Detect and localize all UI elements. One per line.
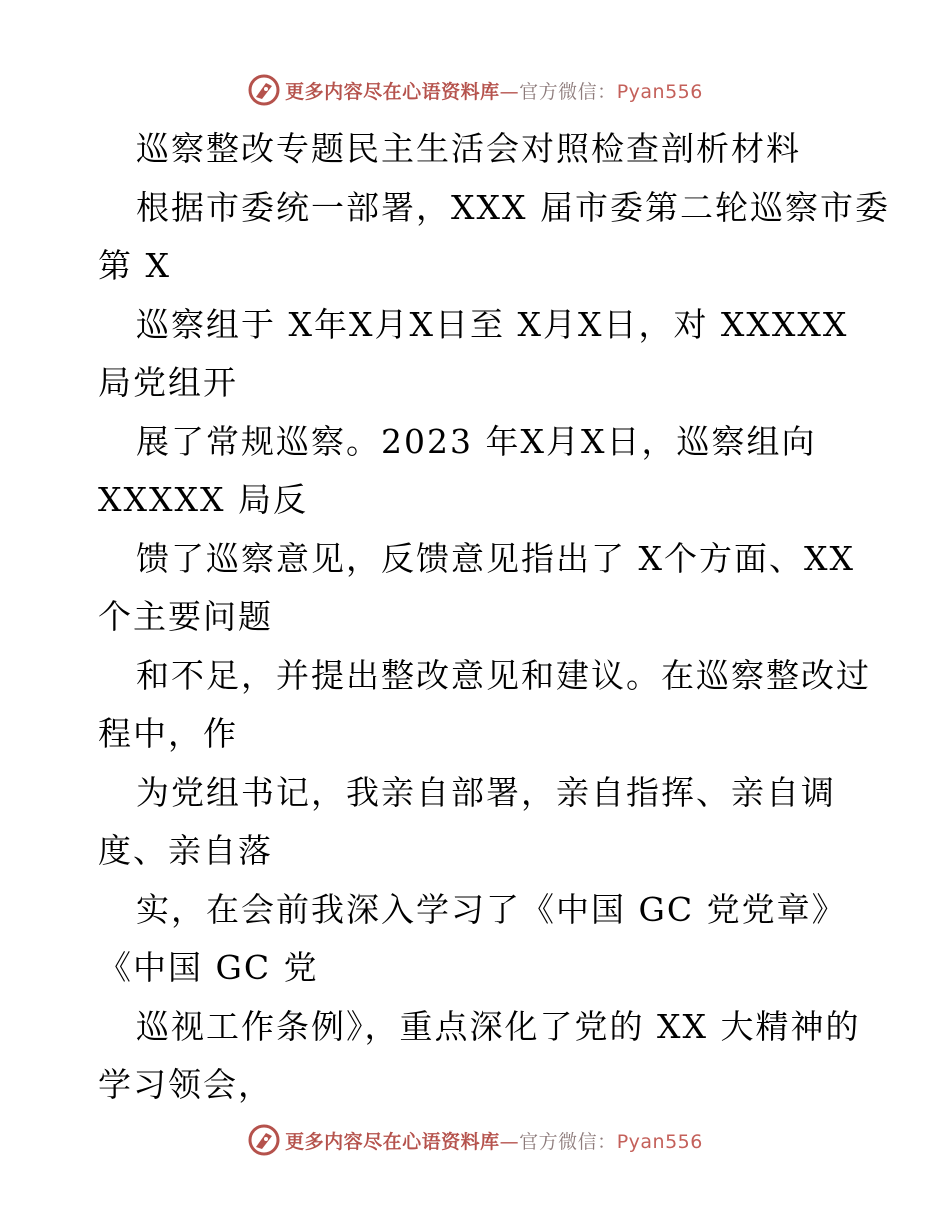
header-banner-dash: — xyxy=(499,80,520,103)
text-line: 实，在会前我深入学习了《中国 GC 党党章》 xyxy=(136,889,847,929)
text-line: 为党组书记，我亲自部署，亲自指挥、亲自调 xyxy=(136,772,836,812)
text-line: 局党组开 xyxy=(98,363,238,402)
header-banner-prefix: 更多内容尽在心语资料库 xyxy=(285,80,500,103)
footer-banner-text xyxy=(285,1127,703,1154)
text-line: 个主要问题 xyxy=(98,597,273,636)
footer-banner-prefix: 更多内容尽在心语资料库 xyxy=(285,1130,500,1153)
pen-nib-logo-icon xyxy=(247,1123,281,1157)
text-line: 和不足，并提出整改意见和建议。在巡察整改过 xyxy=(136,655,871,695)
footer-banner xyxy=(0,1120,950,1160)
text-line: 巡视工作条例》，重点深化了党的 XX 大精神的 xyxy=(136,1006,861,1046)
text-line: 根据市委统一部署，XXX 届市委第二轮巡察市委 xyxy=(136,187,890,227)
text-line: 第 X xyxy=(98,246,171,285)
text-line: 《中国 GC 党 xyxy=(98,948,319,987)
header-banner-middle: 官方微信： xyxy=(519,80,617,103)
text-line: 程中，作 xyxy=(98,714,238,753)
footer-banner-wechat: Pyan556 xyxy=(616,1130,703,1153)
pen-nib-logo-icon xyxy=(247,73,281,107)
header-banner-text xyxy=(285,77,703,104)
footer-banner-dash: — xyxy=(499,1130,520,1153)
text-line: 学习领会， xyxy=(98,1065,273,1104)
text-line: 馈了巡察意见，反馈意见指出了 X个方面、XX xyxy=(136,538,855,578)
footer-banner-middle: 官方微信： xyxy=(519,1130,617,1153)
text-line: 巡察组于 X年X月X日至 X月X日，对 XXXXX xyxy=(136,304,849,344)
text-line: 展了常规巡察。2023 年X月X日，巡察组向 xyxy=(136,421,817,461)
header-banner xyxy=(0,70,950,110)
text-line: 度、亲自落 xyxy=(98,831,273,870)
document-body xyxy=(98,120,890,1115)
text-line: 巡察整改专题民主生活会对照检查剖析材料 xyxy=(136,129,801,168)
header-banner-wechat: Pyan556 xyxy=(616,80,703,103)
text-line: XXXXX 局反 xyxy=(98,480,308,519)
